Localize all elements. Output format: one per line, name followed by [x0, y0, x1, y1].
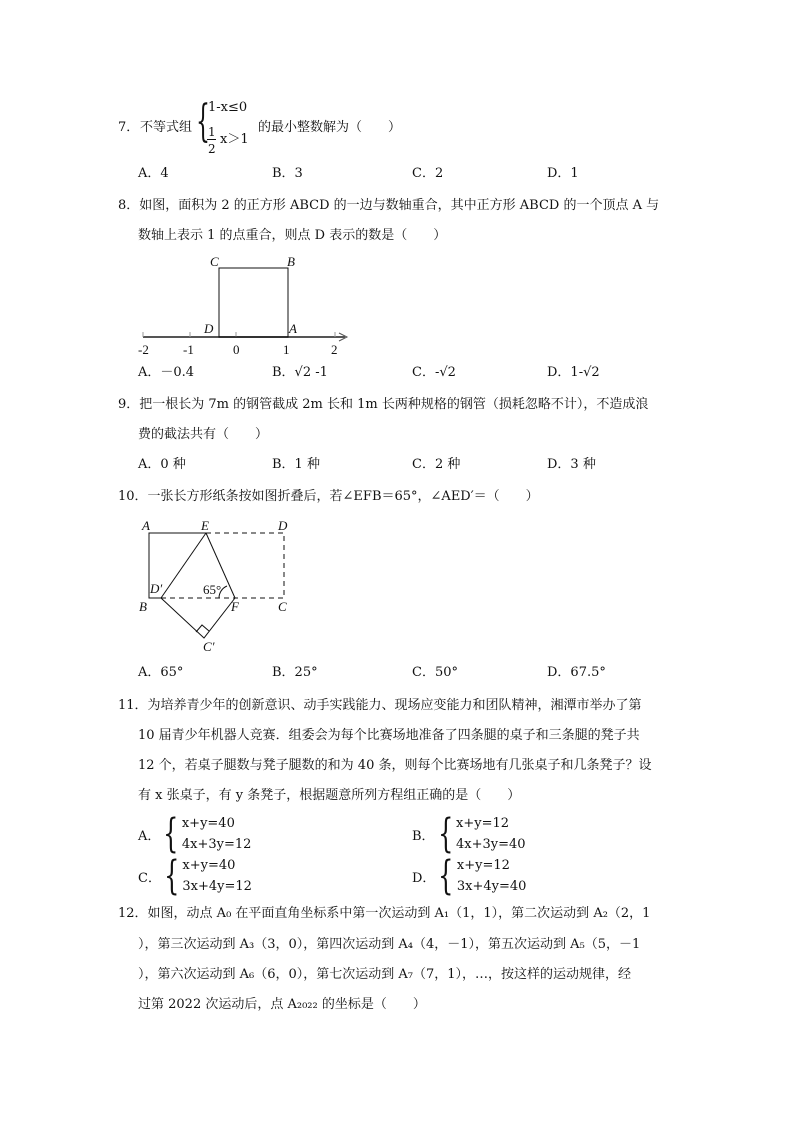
- q11-line-1: 11．为培养青少年的创新意识、动手实践能力、现场应变能力和团队精神，湘潭市举办了第: [118, 698, 642, 713]
- label-c: C: [210, 254, 219, 269]
- label-e: E: [201, 518, 209, 533]
- q11-line-4: 有 x 张桌子，有 y 条凳子，根据题意所列方程组正确的是（ ）: [138, 788, 521, 803]
- q7-lead: 不等式组: [140, 120, 193, 135]
- q7-brace: {: [196, 96, 210, 147]
- q9-option-d[interactable]: D．3 种: [547, 457, 596, 472]
- q8-option-b[interactable]: B．√2 -1: [272, 365, 328, 380]
- q10-line-1: 10．一张长方形纸条按如图折叠后，若∠EFB＝65°，∠AED′＝（ ）: [118, 489, 539, 504]
- q7-option-b[interactable]: B．3: [272, 166, 303, 181]
- q8-option-c[interactable]: C．-√2: [412, 365, 456, 380]
- tick-label: 0: [233, 342, 240, 357]
- q7-option-c[interactable]: C．2: [412, 166, 444, 181]
- q10-option-a[interactable]: A．65°: [138, 665, 184, 680]
- q9-option-a[interactable]: A．0 种: [138, 457, 186, 472]
- brace: {: [438, 853, 454, 899]
- q12-line-3: ），第六次运动到 A₆（6，0），第七次运动到 A₇（7，1），…，按这样的运动规律，经: [138, 967, 632, 982]
- brace: {: [163, 811, 179, 857]
- equation: x+y=12: [456, 816, 510, 831]
- option-label: C．: [138, 870, 161, 886]
- q7-inequality-2: x＞1: [220, 132, 249, 147]
- equation: 4x+3y=12: [181, 837, 252, 852]
- equation: x+y=12: [456, 858, 510, 873]
- brace: {: [437, 811, 453, 857]
- label-a: A: [289, 321, 297, 336]
- label-c-prime: C′: [203, 639, 215, 654]
- angle-label: 65°: [203, 582, 222, 597]
- q7-fraction-num: 1: [208, 125, 216, 139]
- label-b: B: [139, 599, 147, 614]
- equation: x+y=40: [182, 858, 236, 873]
- q8-option-a[interactable]: A．－0.4: [138, 365, 195, 380]
- q11-option-b[interactable]: [412, 813, 526, 855]
- option-label: A．: [138, 828, 161, 844]
- q12-line-4: 过第 2022 次运动后，点 A₂₀₂₂ 的坐标是（ ）: [138, 997, 426, 1012]
- tick-label: 1: [283, 342, 290, 357]
- q7-number: 7．: [118, 120, 140, 135]
- q10-option-d[interactable]: D．67.5°: [547, 665, 606, 680]
- label-f: F: [231, 599, 239, 614]
- option-label: B．: [412, 828, 435, 844]
- q12-line-2: ），第三次运动到 A₃（3，0），第四次运动到 A₄（4，－1），第五次运动到 A₅（5，－1: [138, 937, 641, 952]
- equation: 3x+4y=40: [456, 879, 527, 894]
- q11-option-a[interactable]: [138, 813, 251, 855]
- label-d-prime: D′: [150, 581, 163, 596]
- q8-line-1: 8．如图，面积为 2 的正方形 ABCD 的一边与数轴重合，其中正方形 ABCD 的一个顶点 A 与: [118, 198, 660, 213]
- q7-option-d[interactable]: D．1: [547, 166, 579, 181]
- q11-option-d[interactable]: [412, 855, 526, 897]
- q11-line-2: 10 届青少年机器人竞赛．组委会为每个比赛场地准备了四条腿的桌子和三条腿的凳子共: [138, 728, 640, 743]
- equation: 3x+4y=12: [182, 879, 252, 894]
- q10-option-b[interactable]: B．25°: [272, 665, 318, 680]
- q7-option-a[interactable]: A．4: [138, 166, 169, 181]
- tick-label: 2: [331, 342, 338, 357]
- equation: 4x+3y=40: [456, 837, 526, 852]
- q7-fraction-den: 2: [208, 142, 216, 156]
- q7-tail: 的最小整数解为（ ）: [258, 120, 402, 135]
- q11-line-3: 12 个，若桌子腿数与凳子腿数的和为 40 条，则每个比赛场地有几张桌子和几条凳子？设: [138, 758, 652, 773]
- q9-line-2: 费的截法共有（ ）: [138, 427, 269, 442]
- equation: x+y=40: [181, 816, 235, 831]
- brace: {: [164, 853, 180, 899]
- q12-line-1: 12．如图，动点 A₀ 在平面直角坐标系中第一次运动到 A₁（1，1），第二次运动到 A₂（2，1: [118, 906, 651, 921]
- q9-line-1: 9．把一根长为 7m 的钢管截成 2m 长和 1m 长两种规格的钢管（损耗忽略不计），不造成浪: [118, 397, 649, 412]
- tick-label: -1: [183, 342, 194, 357]
- q8-line-2: 数轴上表示 1 的点重合，则点 D 表示的数是（ ）: [138, 228, 447, 243]
- q10-option-c[interactable]: C．50°: [412, 665, 458, 680]
- label-a: A: [142, 518, 150, 533]
- q7-inequality-1: 1-x≤0: [208, 100, 248, 115]
- q8-option-d[interactable]: D．1-√2: [547, 365, 600, 380]
- q9-option-c[interactable]: C．2 种: [412, 457, 461, 472]
- label-c: C: [278, 599, 287, 614]
- label-d: D: [204, 321, 214, 336]
- q11-option-c[interactable]: [138, 855, 252, 897]
- option-label: D．: [412, 870, 436, 886]
- label-d: D: [278, 518, 288, 533]
- tick-label: -2: [138, 342, 149, 357]
- q9-option-b[interactable]: B．1 种: [272, 457, 320, 472]
- label-b: B: [287, 254, 295, 269]
